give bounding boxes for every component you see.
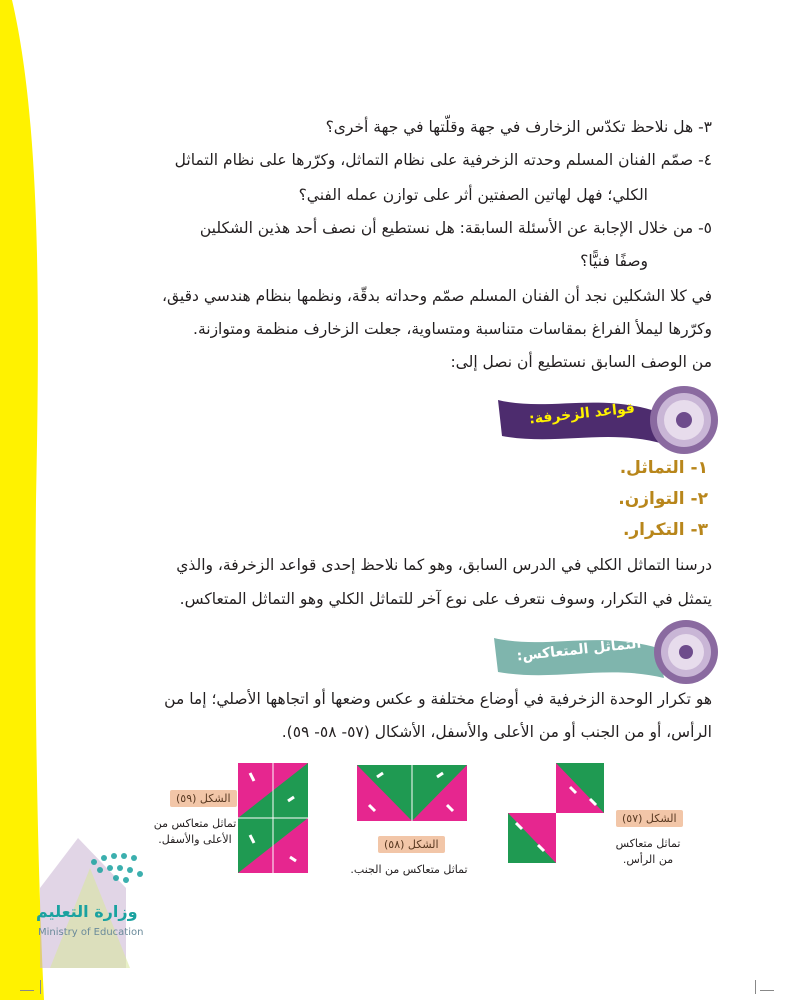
paragraph-3-line-2: الرأس، أو من الجنب أو من الأعلى والأسفل، الأشكال (٥٧- ٥٨- ٥٩). bbox=[281, 723, 712, 741]
rules-banner bbox=[488, 372, 728, 462]
ministry-logo-arabic: وزارة التعليم bbox=[36, 902, 138, 921]
rule-repetition: ٣- التكرار. bbox=[622, 520, 708, 540]
paragraph-3-line-1: هو تكرار الوحدة الزخرفية في أوضاع مختلفة و عكس وضعها أو اتجاهها الأصلي؛ إما من bbox=[164, 690, 712, 708]
rule-symmetry: ١- التماثل. bbox=[619, 458, 708, 478]
figure-57-caption bbox=[604, 836, 692, 868]
figure-58-caption: تماثل متعاكس من الجنب. bbox=[350, 863, 468, 876]
figure-58-label: الشكل (٥٨) bbox=[378, 836, 445, 853]
figure-59-caption bbox=[150, 816, 240, 848]
reverse-symmetry-banner bbox=[486, 612, 730, 692]
paragraph-1-line-1: في كلا الشكلين نجد أن الفنان المسلم صمّم وحداته بدقّة، ونظمها بنظام هندسي دقيق، bbox=[161, 287, 712, 305]
figure-57-pattern bbox=[508, 763, 604, 863]
figure-59-caption-line-2: الأعلى والأسفل. bbox=[158, 833, 232, 846]
crop-mark bbox=[755, 980, 756, 994]
paragraph-2-line-2: يتمثل في التكرار، وسوف نتعرف على نوع آخر للتماثل الكلي وهو التماثل المتعاكس. bbox=[179, 590, 712, 608]
crop-mark bbox=[40, 980, 41, 994]
ministry-logo-english: Ministry of Education bbox=[38, 927, 144, 938]
reverse-symmetry-banner-title: التماثل المتعاكس: bbox=[516, 635, 642, 665]
figure-58-pattern bbox=[357, 765, 467, 821]
rules-banner-title: قواعد الزخرفة: bbox=[528, 400, 636, 428]
question-3-line-1: ٣- هل نلاحظ تكدّس الزخارف في جهة وقلّتها في جهة أخرى؟ bbox=[325, 118, 712, 136]
figure-57-label: الشكل (٥٧) bbox=[616, 810, 683, 827]
question-4-line-1: ٤- صمّم الفنان المسلم وحدته الزخرفية على نظام التماثل، وكرّرها على نظام التماثل bbox=[174, 151, 712, 169]
figure-59-caption-line-1: تماثل متعاكس من bbox=[153, 817, 237, 830]
rule-balance: ٢- التوازن. bbox=[618, 489, 708, 509]
paragraph-1-line-2: وكرّرها ليملأ الفراغ بمقاسات متناسبة ومتساوية، جعلت الزخارف منظمة ومتوازنة. bbox=[193, 320, 712, 338]
intro-line: من الوصف السابق نستطيع أن نصل إلى: bbox=[450, 353, 712, 371]
figure-57-caption-line-1: تماثل متعاكس bbox=[615, 837, 681, 850]
question-5-line-1: ٥- من خلال الإجابة عن الأسئلة السابقة: هل نستطيع أن نصف أحد هذين الشكلين bbox=[199, 219, 712, 237]
question-4-line-2: الكلي؛ فهل لهاتين الصفتين أثر على توازن عمله الفني؟ bbox=[298, 186, 648, 204]
crop-mark bbox=[760, 990, 774, 991]
figure-57-caption-line-2: من الرأس. bbox=[622, 853, 674, 866]
figure-59-pattern bbox=[238, 763, 308, 873]
question-5-line-2: وصفًا فنيًّا؟ bbox=[580, 252, 648, 270]
figure-59-label: الشكل (٥٩) bbox=[170, 790, 237, 807]
crop-mark bbox=[20, 990, 34, 991]
paragraph-2-line-1: درسنا التماثل الكلي في الدرس السابق، وهو كما نلاحظ إحدى قواعد الزخرفة، والذي bbox=[176, 556, 712, 574]
